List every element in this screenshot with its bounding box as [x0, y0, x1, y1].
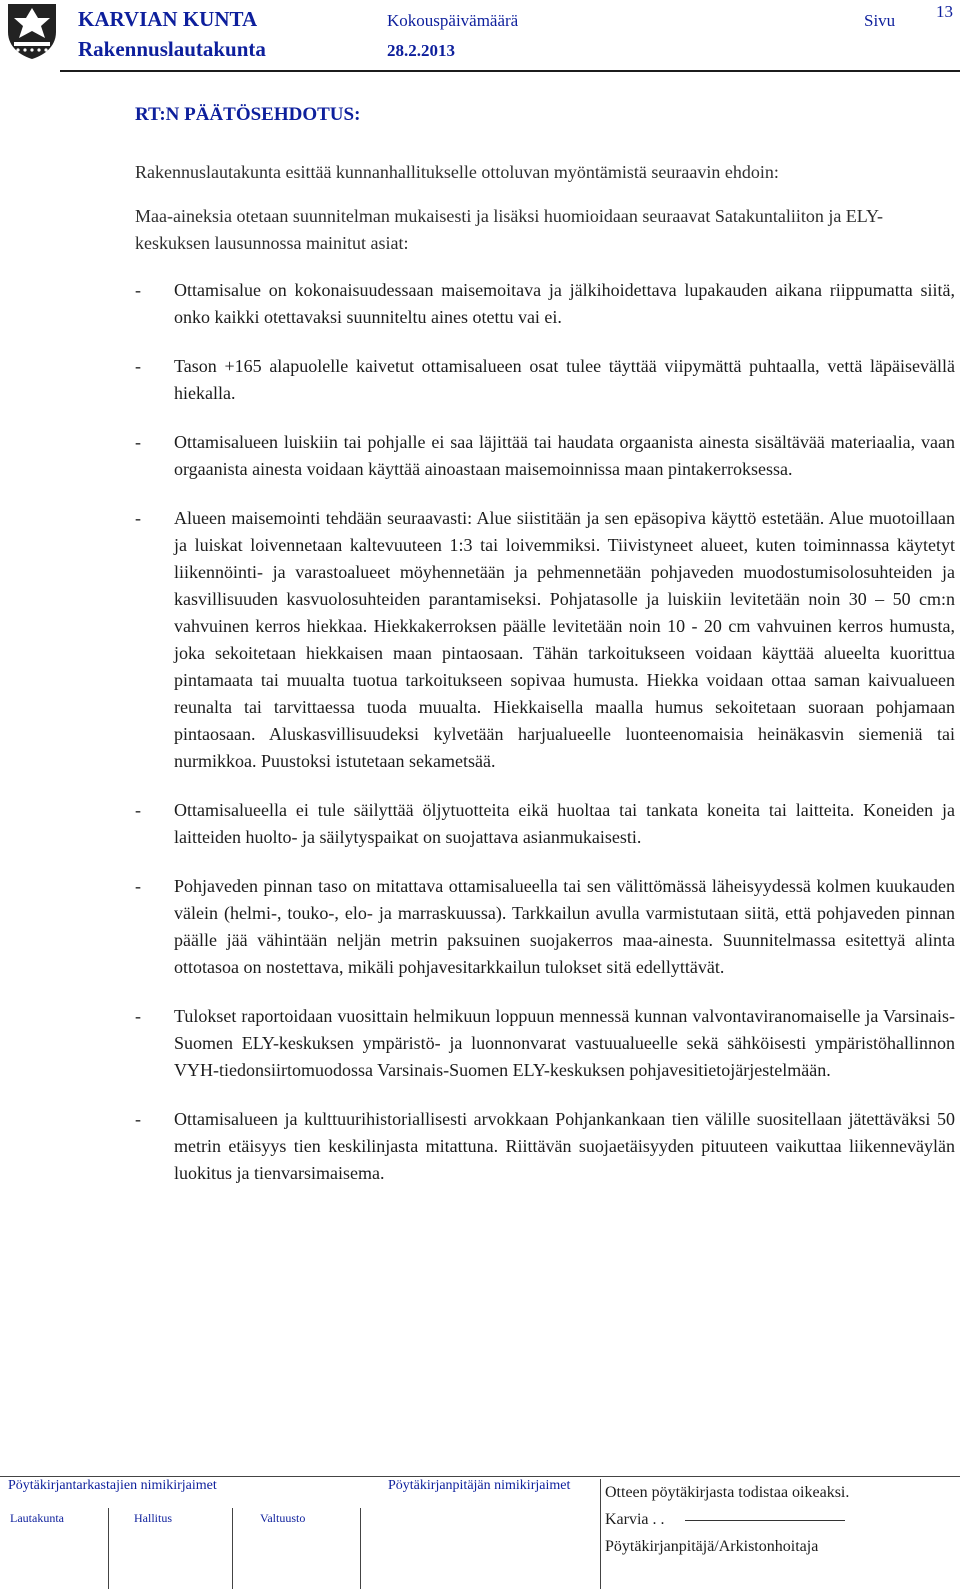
- meeting-date: 28.2.2013: [387, 41, 455, 60]
- condition-item: [135, 797, 955, 851]
- document-body: [135, 101, 955, 1209]
- page-label: Sivu: [864, 11, 896, 30]
- intro-paragraph-2: Maa-aineksia otetaan suunnitelman mukaisesti ja lisäksi huomioidaan seuraavat Satakuntaliiton ja ELY- keskuksen lausunnossa mainitut asiat:: [135, 206, 883, 253]
- condition-item: [135, 873, 955, 981]
- board-name: Rakennuslautakunta: [78, 37, 266, 61]
- header-divider: [60, 70, 960, 72]
- header-left: [78, 4, 266, 64]
- municipality-name: KARVIAN KUNTA: [78, 7, 258, 31]
- page-number: 13: [936, 2, 953, 21]
- list-dash: -: [135, 280, 141, 300]
- decision-heading: RT:N PÄÄTÖSEHDOTUS:: [135, 104, 361, 125]
- karvia-coat-of-arms-logo: [6, 2, 58, 60]
- footer-column-divider: [232, 1508, 233, 1589]
- meeting-date-label: Kokouspäivämäärä: [387, 11, 519, 30]
- list-dash: -: [135, 800, 141, 820]
- condition-item: [135, 277, 955, 331]
- footer-valtuusto: Valtuusto: [260, 1511, 306, 1525]
- condition-item: [135, 353, 955, 407]
- certification-box: [600, 1479, 960, 1589]
- condition-text: Tulokset raportoidaan vuosittain helmikuun loppuun mennessä kunnan valvontaviranomaiselle ja Varsinais-Suomen ELY-keskuksen ympäristö- ja luonnonvarat vastuualueelle sekä sähköisesti ympäristöhallinnon VYH-tiedonsiirtomuodossa Varsinais-Suomen ELY-keskuksen pohjavesitietojärjestelmään.: [174, 1006, 955, 1080]
- condition-text: Ottamisalue on kokonaisuudessaan maisemoitava ja jälkihoidettava lupakauden aikana riippumatta siitä, onko kaikki otettavaksi suunniteltu aines otettu vai ei.: [174, 280, 955, 327]
- condition-item: [135, 1106, 955, 1187]
- list-dash: -: [135, 356, 141, 376]
- certification-text: Otteen pöytäkirjasta todistaa oikeaksi.: [605, 1484, 850, 1501]
- list-dash: -: [135, 876, 141, 896]
- intro-paragraph: Rakennuslautakunta esittää kunnanhallitukselle ottoluvan myöntämistä seuraavin ehdoin:: [135, 162, 779, 182]
- certification-date-dots: . .: [652, 1511, 665, 1528]
- condition-text: Ottamisalueen ja kulttuurihistoriallisesti arvokkaan Pohjankankaan tien välille suositellaan jätettäväksi 50 metrin etäisyys tien keskilinjasta mitattuna. Riittävän suojaetäisyyden pituuteen vaikuttaa liikenneväylän luokitus ja tienvarsimaisema.: [174, 1109, 955, 1183]
- list-dash: -: [135, 432, 141, 452]
- footer-column-divider: [360, 1508, 361, 1589]
- condition-item: [135, 429, 955, 483]
- list-dash: -: [135, 1006, 141, 1026]
- inspectors-initials-label: Pöytäkirjantarkastajien nimikirjaimet: [8, 1478, 217, 1493]
- footer-lautakunta: Lautakunta: [10, 1511, 64, 1525]
- condition-text: Ottamisalueen luiskiin tai pohjalle ei saa läjittää tai haudata orgaanista ainesta sisältävää materiaalia, vaan orgaanista ainesta voidaan käyttää ainoastaan maisemoinnissa maan pintakerroksessa.: [174, 432, 955, 479]
- condition-text: Alueen maisemointi tehdään seuraavasti: Alue siistitään ja sen epäsopiva käyttö estetään. Alue muotoillaan ja luiskat loivennetaan kaltevuuteen 1:3 tai loivemmiksi. Tiivistyneet alueet, kuten toiminnassa käytetyt liikennöinti- ja varastoalueet möyhennetään ja pehmennetään pohjaveden muodostumisolosuhteiden ja kasvillisuuden kasvuolosuhteiden parantamiseksi. Pohjatasolle ja luiskiin levitetään noin 30 – 50 cm:n vahvuinen kerros hiekkaa. Hiekkakerroksen päälle levitetään noin 10 - 20 cm vahvuinen kerros humusta, joka sekoitetaan hiekkaisen maan pintaosaan. Tähän tarkoitukseen voidaan käyttää alueelta kuorittua pintamaata tai muualta tuotua tarkoitukseen sopivaa humusta. Hiekka voidaan ottaa saman kaivualueen reunalta tai tarvittaessa tuoda muualta. Hiekkaisella maalla humus sekoitetaan suoraan pohjamaan pintaosaan. Aluskasvillisuudeksi kylvetään harjualueelle luonteenomaisia heinäkasvin siemeniä tai nurmikkoa. Puustoksi istutetaan sekametsää.: [174, 508, 955, 771]
- list-dash: -: [135, 1109, 141, 1129]
- condition-text: Ottamisalueella ei tule säilyttää öljytuotteita eikä huoltaa tai tankata koneita tai laitteita. Koneiden ja laitteiden huolto- ja säilytyspaikat on suojattava asianmukaisesti.: [174, 800, 955, 847]
- certification-place-line: [605, 1506, 960, 1533]
- footer-hallitus: Hallitus: [134, 1511, 172, 1525]
- footer-column-divider: [108, 1508, 109, 1589]
- certification-place: Karvia: [605, 1511, 649, 1528]
- condition-item: [135, 1003, 955, 1084]
- footer-divider: [0, 1476, 960, 1477]
- list-dash: -: [135, 508, 141, 528]
- condition-text: Tason +165 alapuolelle kaivetut ottamisalueen osat tulee täyttää viipymättä puhtaalla, vettä läpäisevällä hiekalla.: [174, 356, 955, 403]
- secretary-initials-label: Pöytäkirjanpitäjän nimikirjaimet: [388, 1478, 571, 1493]
- condition-item: [135, 505, 955, 775]
- condition-text: Pohjaveden pinnan taso on mitattava ottamisalueella tai sen välittömässä läheisyydessä kolmen kuukauden välein (helmi-, touko-, elo- ja marraskuussa). Tarkkailun avulla varmistutaan siitä, että pohjaveden pinnan päälle jää vähintään neljän metrin paksuinen suojakerros maa-ainesta. Suunnitelmassa esitettyä alinta ottotasoa on nostettava, mikäli pohjavesitarkkailun tulokset sitä edellyttävät.: [174, 876, 955, 977]
- signer-title: Pöytäkirjanpitäjä/Arkistonhoitaja: [605, 1538, 819, 1555]
- signature-line: [685, 1520, 845, 1521]
- header-meeting: [387, 6, 518, 66]
